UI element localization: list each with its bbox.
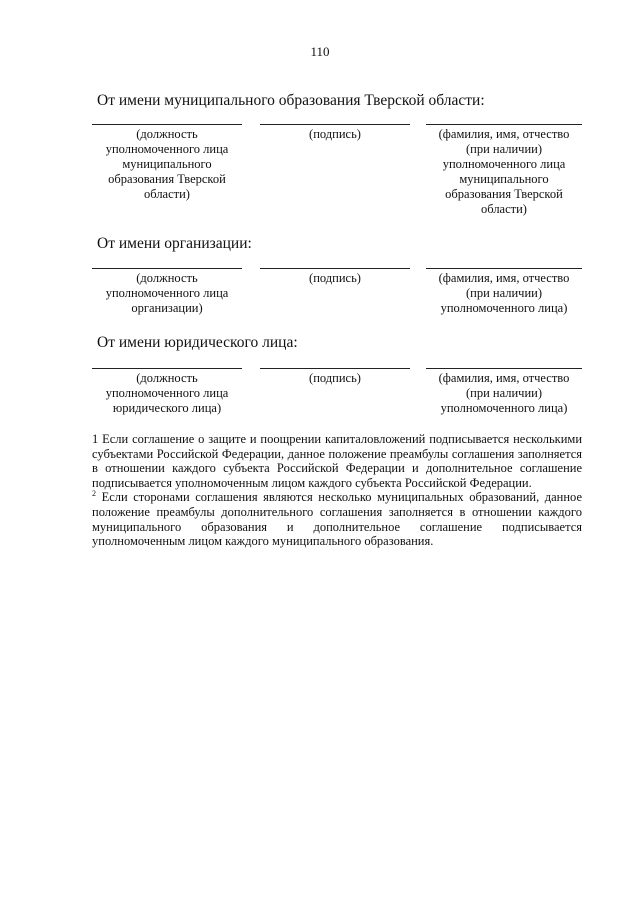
caption-line: образования Тверской	[445, 187, 563, 201]
name-column	[426, 368, 582, 416]
section-heading-municipality: От имени муниципального образования Тверской области:	[97, 92, 485, 109]
caption-line: юридического лица)	[112, 401, 222, 415]
caption-line: (фамилия, имя, отчество	[438, 127, 570, 141]
caption-line: уполномоченного лица)	[440, 401, 568, 415]
footnote-1	[92, 432, 582, 490]
signature-column	[260, 124, 410, 142]
signature-column	[260, 368, 410, 386]
position-column	[92, 268, 242, 316]
caption-line: уполномоченного лица	[105, 286, 229, 300]
signature-line	[92, 268, 242, 269]
caption-line: уполномоченного лица	[105, 386, 229, 400]
caption-line: (подпись)	[309, 271, 361, 285]
name-column	[426, 124, 582, 217]
position-column	[92, 124, 242, 202]
signature-line	[426, 368, 582, 369]
caption-line: области)	[481, 202, 527, 216]
caption-line: уполномоченного лица	[442, 157, 566, 171]
caption-line: (при наличии)	[465, 142, 543, 156]
footnote-marker: 2	[92, 489, 96, 499]
signature-line	[260, 268, 410, 269]
caption-line: муниципального	[459, 172, 549, 186]
page-number: 110	[310, 44, 330, 59]
signature-row-organization	[92, 268, 582, 378]
caption-line: организации)	[131, 301, 203, 315]
caption-line: уполномоченного лица	[105, 142, 229, 156]
signature-line	[426, 268, 582, 269]
signature-line	[426, 124, 582, 125]
footnote-text: Если соглашение о защите и поощрении капиталовложений подписывается несколькими субъектами Российской Федерации, данное положение преамбулы соглашения заполняется в отношении каждого субъекта Российской Федерации и дополнительное соглашение подписывается уполномоченным лицом каждого субъекта Российской Федерации.	[92, 432, 583, 490]
footnote-2	[92, 490, 582, 548]
section-heading-legal-entity: От имени юридического лица:	[97, 334, 298, 351]
caption-line: (при наличии)	[465, 386, 543, 400]
position-column	[92, 368, 242, 416]
signature-column	[260, 268, 410, 286]
footnote-text: Если сторонами соглашения являются несколько муниципальных образований, данное положение преамбулы дополнительного соглашения заполняется в отношении каждого муниципального образования и дополнительное соглашение подписывается уполномоченным лицом каждого муниципального образования.	[92, 490, 582, 549]
footnotes	[92, 432, 582, 549]
caption-line: муниципального	[122, 157, 212, 171]
signature-line	[92, 368, 242, 369]
caption-line: уполномоченного лица)	[440, 301, 568, 315]
caption-line: (подпись)	[309, 127, 361, 141]
signature-line	[260, 124, 410, 125]
signature-line	[260, 368, 410, 369]
caption-line: (подпись)	[309, 371, 361, 385]
caption-line: (должность	[136, 127, 198, 141]
caption-line: образования Тверской	[108, 172, 226, 186]
caption-line: (должность	[136, 271, 198, 285]
caption-line: (при наличии)	[465, 286, 543, 300]
caption-line: (фамилия, имя, отчество	[438, 271, 570, 285]
footnote-marker: 1	[92, 432, 99, 446]
section-heading-organization: От имени организации:	[97, 235, 252, 252]
caption-line: (должность	[136, 371, 198, 385]
signature-row-municipality	[92, 124, 582, 234]
caption-line: области)	[144, 187, 190, 201]
signature-line	[92, 124, 242, 125]
caption-line: (фамилия, имя, отчество	[438, 371, 570, 385]
name-column	[426, 268, 582, 316]
